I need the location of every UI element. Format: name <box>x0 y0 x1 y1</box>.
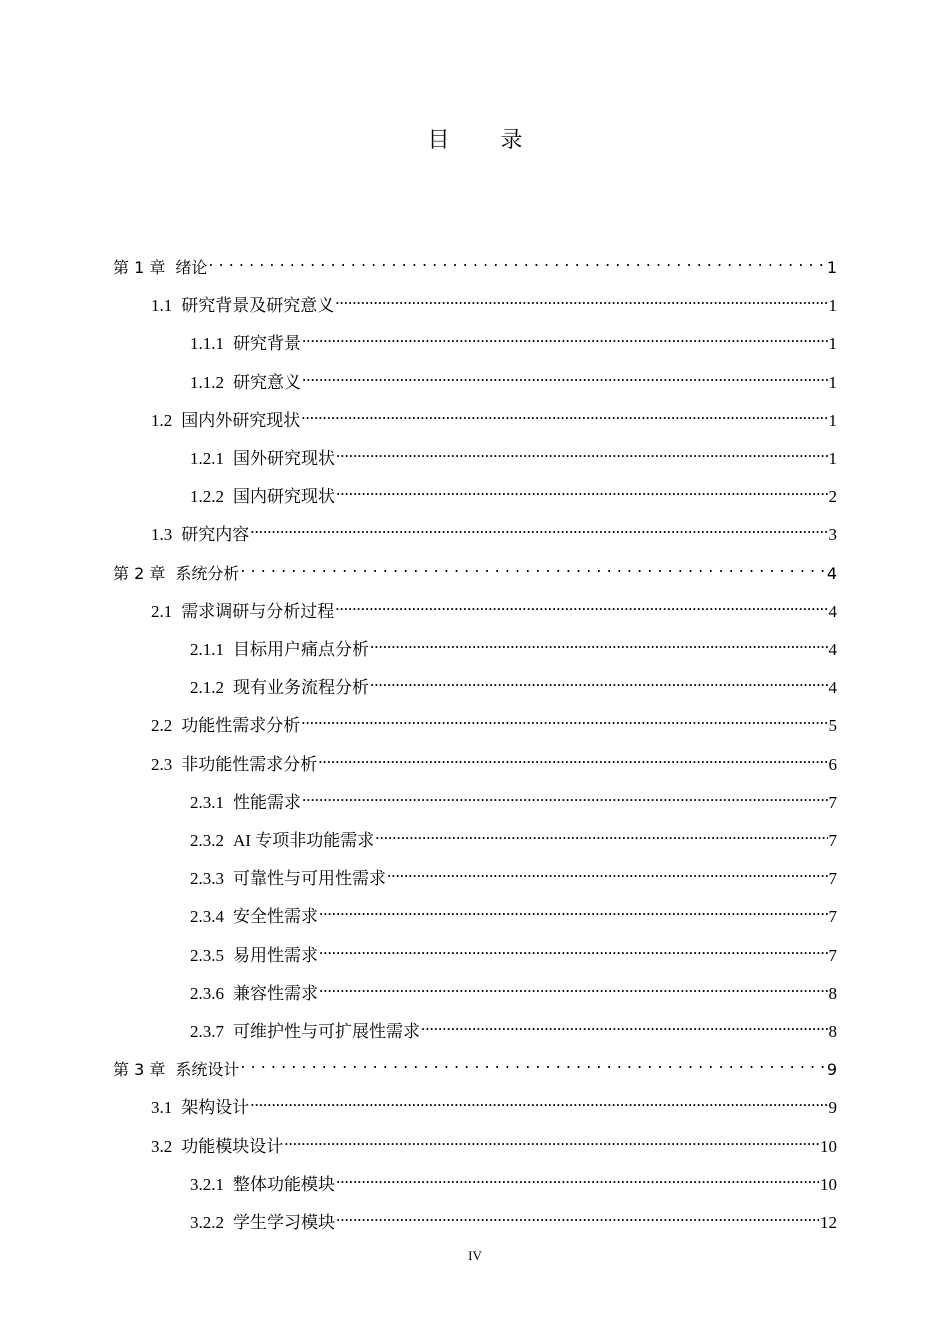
toc-entry[interactable] <box>190 860 837 888</box>
toc-dot-leader <box>336 1204 819 1228</box>
toc-entry[interactable] <box>190 631 837 659</box>
toc-entry[interactable] <box>190 975 837 1003</box>
toc-entry-page: 7 <box>828 946 837 965</box>
toc-entry[interactable] <box>190 440 837 468</box>
toc-dot-leader <box>302 784 828 808</box>
toc-entry-page: 3 <box>828 525 837 544</box>
toc-dot-leader <box>240 555 825 579</box>
toc-entry-title: 系统分析 <box>175 564 240 583</box>
toc-dot-leader <box>301 707 827 731</box>
toc-entry-page: 7 <box>828 907 837 926</box>
toc-entry-page: 4 <box>828 602 837 621</box>
toc-entry-number: 1.2.2 <box>190 487 224 506</box>
toc-entry-title: 绪论 <box>175 258 208 277</box>
toc-entry-number: 2.3.7 <box>190 1022 224 1041</box>
toc-entry-page: 4 <box>828 678 837 697</box>
toc-entry-title: 兼容性需求 <box>233 984 318 1003</box>
toc-entry-number: 3.1 <box>151 1098 173 1117</box>
toc-entry-title: 研究背景 <box>233 334 301 353</box>
toc-entry-number: 2.3.3 <box>190 869 224 888</box>
toc-entry-number: 3.2.1 <box>190 1175 224 1194</box>
toc-entry[interactable] <box>190 1204 837 1232</box>
toc-entry-number: 2.1.2 <box>190 678 224 697</box>
toc-entry-page: 1 <box>828 334 837 353</box>
toc-entry-page: 1 <box>828 449 837 468</box>
toc-entry-page: 9 <box>828 1098 837 1117</box>
toc-entry[interactable] <box>151 593 837 621</box>
toc-entry[interactable] <box>151 746 837 774</box>
toc-entry-title: 功能性需求分析 <box>181 716 301 735</box>
toc-entry-page: 2 <box>828 487 837 506</box>
toc-entry-page: 1 <box>828 296 837 315</box>
toc-entry-title: 国内外研究现状 <box>181 411 301 430</box>
toc-dot-leader <box>318 746 827 770</box>
toc-entry-page: 8 <box>828 984 837 1003</box>
toc-entry[interactable] <box>151 1128 837 1156</box>
toc-entry[interactable] <box>190 898 837 926</box>
toc-dot-leader <box>302 325 828 349</box>
toc-entry[interactable] <box>190 1166 837 1194</box>
toc-entry-title: 学生学习模块 <box>233 1213 335 1232</box>
toc-entry-page: 4 <box>826 564 837 583</box>
toc-entry-title: 国内研究现状 <box>233 487 335 506</box>
toc-dot-leader <box>250 1089 827 1113</box>
toc-entry-page: 7 <box>828 831 837 850</box>
toc-entry-page: 9 <box>826 1060 837 1079</box>
toc-entry-title: 非功能性需求分析 <box>181 755 318 774</box>
toc-dot-leader <box>336 478 828 502</box>
toc-entry-number: 2.1 <box>151 602 173 621</box>
toc-entry-number: 2.3.6 <box>190 984 224 1003</box>
toc-dot-leader <box>240 1051 825 1075</box>
toc-entry-number: 第 1 章 <box>113 258 166 277</box>
toc-entry-page: 7 <box>828 869 837 888</box>
toc-entry[interactable] <box>113 555 837 583</box>
toc-dot-leader <box>336 440 828 464</box>
toc-entry[interactable] <box>151 1089 837 1117</box>
toc-entry-number: 1.1.2 <box>190 373 224 392</box>
toc-dot-leader <box>319 937 828 961</box>
toc-dot-leader <box>250 516 827 540</box>
toc-entry-number: 1.2.1 <box>190 449 224 468</box>
toc-dot-leader <box>319 898 828 922</box>
toc-entry-page: 4 <box>828 640 837 659</box>
toc-entry-title: 性能需求 <box>233 793 301 812</box>
toc-dot-leader <box>319 975 828 999</box>
toc-entry-number: 2.2 <box>151 716 173 735</box>
toc-entry-page: 12 <box>820 1213 837 1232</box>
toc-dot-leader <box>284 1128 819 1152</box>
page-number-footer: IV <box>468 1248 482 1263</box>
toc-entry-number: 1.1 <box>151 296 173 315</box>
toc-entry[interactable] <box>190 669 837 697</box>
toc-entry-number: 1.1.1 <box>190 334 224 353</box>
toc-entry-page: 7 <box>828 793 837 812</box>
toc-entry[interactable] <box>151 287 837 315</box>
toc-entry-title: AI 专项非功能需求 <box>233 831 375 850</box>
toc-entry-title: 功能模块设计 <box>181 1137 284 1156</box>
toc-entry-title: 研究意义 <box>233 373 301 392</box>
toc-entry-number: 2.3.2 <box>190 831 224 850</box>
toc-entry-page: 5 <box>828 716 837 735</box>
toc-entry-title: 国外研究现状 <box>233 449 335 468</box>
toc-entry-title: 需求调研与分析过程 <box>181 602 335 621</box>
toc-entry-title: 目标用户痛点分析 <box>233 640 369 659</box>
toc-dot-leader <box>335 593 827 617</box>
toc-entry[interactable] <box>190 937 837 965</box>
toc-entry-title: 研究背景及研究意义 <box>181 296 335 315</box>
toc-entry[interactable] <box>151 707 837 735</box>
page-title: 目 录 <box>427 128 545 153</box>
toc-entry-title: 系统设计 <box>175 1060 240 1079</box>
toc-entry[interactable] <box>151 402 837 430</box>
toc-entry-number: 第 3 章 <box>113 1060 166 1079</box>
toc-dot-leader <box>375 822 827 846</box>
toc-entry-number: 第 2 章 <box>113 564 166 583</box>
toc-entry-number: 3.2 <box>151 1137 173 1156</box>
toc-entry-page: 1 <box>828 373 837 392</box>
toc-entry-page: 10 <box>820 1137 837 1156</box>
toc-entry-title: 安全性需求 <box>233 907 318 926</box>
toc-entry-number: 2.3.5 <box>190 946 224 965</box>
toc-dot-leader <box>336 1166 819 1190</box>
toc-entry-title: 现有业务流程分析 <box>233 678 369 697</box>
toc-entry-number: 2.3.4 <box>190 907 224 926</box>
toc-entry[interactable] <box>190 1013 837 1041</box>
toc-dot-leader <box>302 364 828 388</box>
toc-dot-leader <box>370 631 828 655</box>
toc-dot-leader <box>421 1013 828 1037</box>
toc-entry-title: 可维护性与可扩展性需求 <box>233 1022 420 1041</box>
toc-entry-number: 2.3 <box>151 755 173 774</box>
toc-entry[interactable] <box>190 325 837 353</box>
toc-entry-page: 1 <box>828 411 837 430</box>
toc-entry-title: 架构设计 <box>181 1098 250 1117</box>
toc-dot-leader <box>335 287 827 311</box>
toc-entry-title: 整体功能模块 <box>233 1175 335 1194</box>
toc-entry[interactable] <box>113 249 837 277</box>
toc-entry-title: 易用性需求 <box>233 946 318 965</box>
toc-entry-page: 1 <box>826 258 837 277</box>
toc-entry-number: 2.3.1 <box>190 793 224 812</box>
toc-entry-number: 3.2.2 <box>190 1213 224 1232</box>
toc-dot-leader <box>208 249 825 273</box>
toc-entry[interactable] <box>113 1051 837 1079</box>
toc-entry-page: 10 <box>820 1175 837 1194</box>
toc-entry-number: 2.1.1 <box>190 640 224 659</box>
toc-entry-page: 6 <box>828 755 837 774</box>
toc-entry[interactable] <box>190 364 837 392</box>
toc-dot-leader <box>370 669 828 693</box>
toc-entry-page: 8 <box>828 1022 837 1041</box>
toc-dot-leader <box>387 860 828 884</box>
toc-entry[interactable] <box>190 478 837 506</box>
toc-entry[interactable] <box>151 516 837 544</box>
toc-entry[interactable] <box>190 822 837 850</box>
toc-entry-number: 1.3 <box>151 525 173 544</box>
toc-entry-number: 1.2 <box>151 411 173 430</box>
toc-entry[interactable] <box>190 784 837 812</box>
toc-entry-title: 可靠性与可用性需求 <box>233 869 386 888</box>
toc-dot-leader <box>301 402 827 426</box>
toc-entry-title: 研究内容 <box>181 525 250 544</box>
